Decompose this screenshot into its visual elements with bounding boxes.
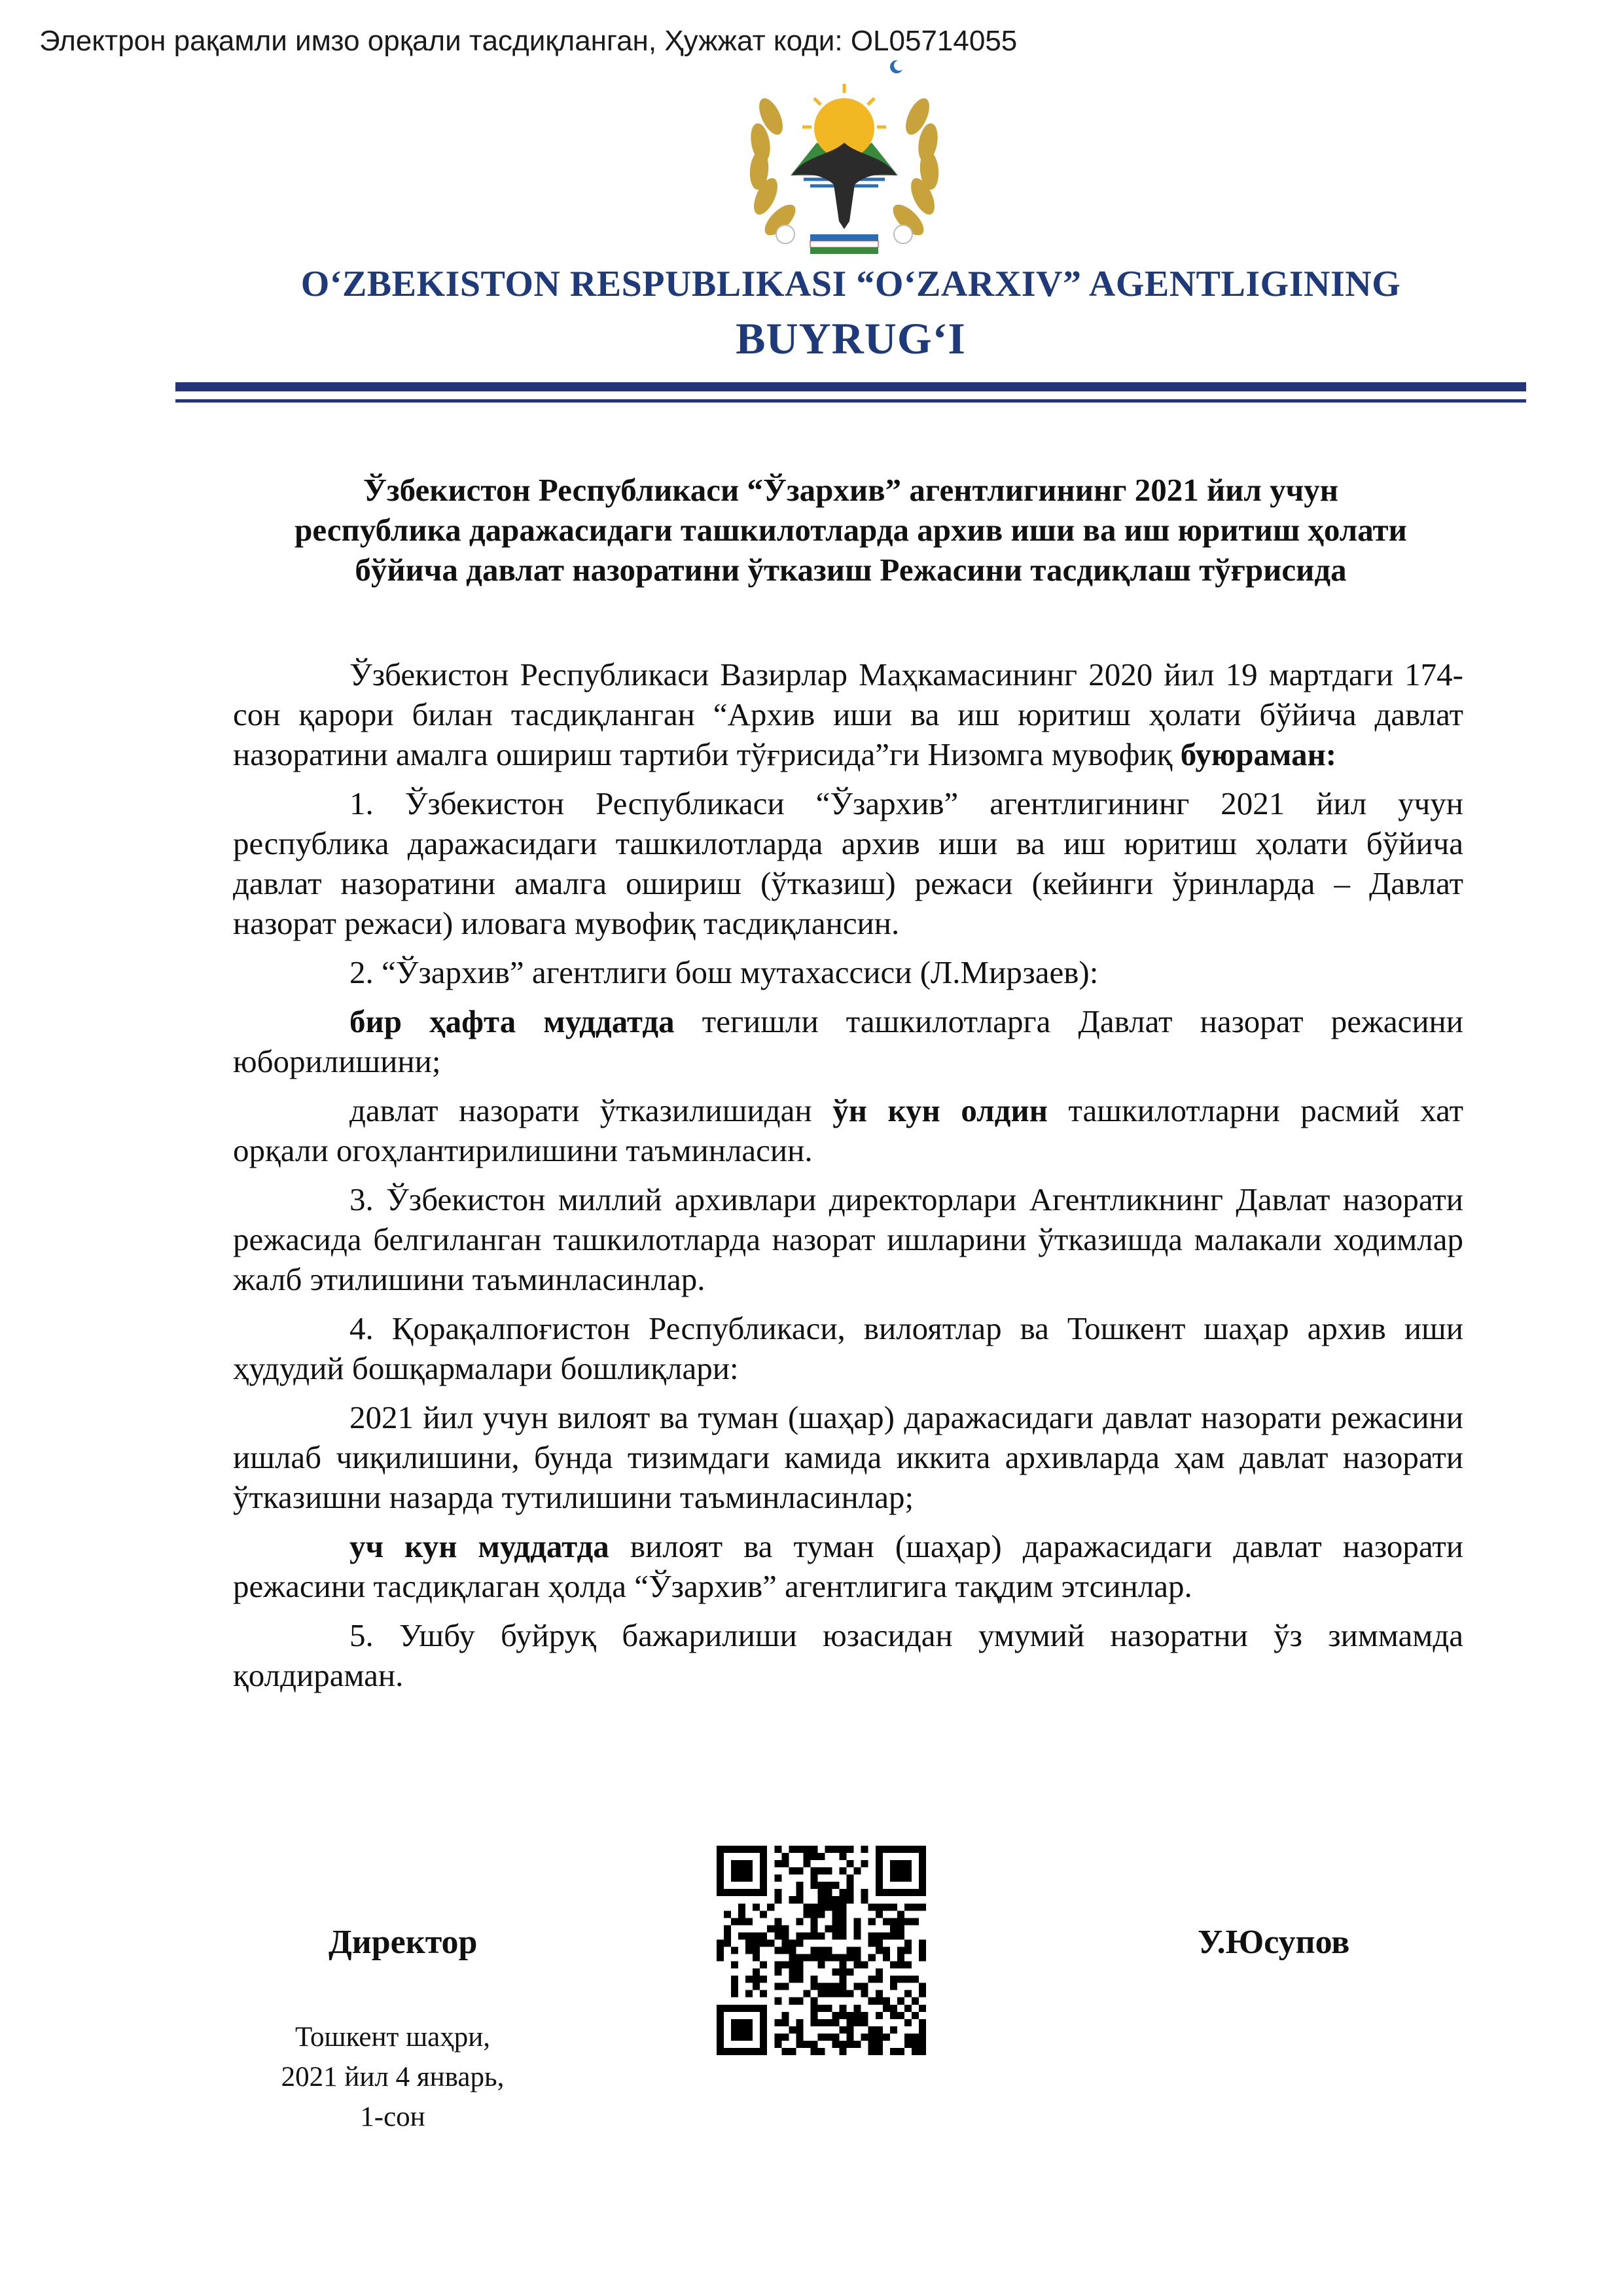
order-item-2a <box>233 1001 1463 1081</box>
order-item-3: 3. Ўзбекистон миллий архивлари директорлари Агентликнинг Давлат назорати режасида белгиланган ташкилотларда назорат ишларини ўтказишда малакали ходимлар жалб этилишини таъминласинлар. <box>233 1181 1463 1297</box>
order-item-4a: 2021 йил учун вилоят ва туман (шаҳар) даражасидаги давлат назорати режасини ишлаб чиқилишини, бунда тизимдаги камида иккита архивларда ҳам давлат назорати ўтказишни назарда тутилишини таъминласинлар; <box>233 1399 1463 1515</box>
letterhead-rule-thin <box>175 399 1526 403</box>
wheat-wreath-right <box>888 95 940 240</box>
deadline-three-days: уч кун муддатда <box>349 1528 609 1564</box>
deadline-one-week: бир ҳафта муддатда <box>349 1003 675 1039</box>
signatory-position: Директор <box>329 1924 478 1961</box>
qr-code-icon <box>717 1846 926 2055</box>
order-item-4b <box>233 1526 1463 1606</box>
item-2b-start: давлат назорати ўтказилишидан <box>349 1092 833 1128</box>
title-line: бўйича давлат назоратини ўтказиш Режасини тасдиқлаш тўғрисида <box>355 552 1347 588</box>
issue-city: Тошкент шаҳри, <box>294 2022 491 2053</box>
order-item-5: 5. Ушбу буйруқ бажарилиши юзасидан умумий назоратни ўз зиммамда қолдираман. <box>233 1617 1463 1693</box>
title-line: Ўзбекистон Республикаси “Ўзархив” агентлигининг 2021 йил учун <box>363 472 1339 508</box>
issue-date: 2021 йил 4 январь, <box>281 2062 505 2092</box>
preamble-text: Ўзбекистон Республикаси Вазирлар Маҳкамасининг 2020 йил 19 мартдаги 174-сон қарори билан тасдиқланган “Архив иши ва иш юритиш ҳолати бўйича давлат назоратини амалга ошириш тартиби тўғрисида”ги Низомга мувофиқ <box>233 656 1463 772</box>
issue-details <box>223 2017 563 2137</box>
document-title <box>196 470 1505 590</box>
e-signature-note: Электрон рақамли имзо орқали тасдиқланган, Ҳужжат коди: OL05714055 <box>39 25 1018 57</box>
order-item-1: 1. Ўзбекистон Республикаси “Ўзархив” агентлигининг 2021 йил учун республика даражасидаги ташкилотларда архив иши ва иш юритиш ҳолати бўйича давлат назоратини амалга ошириш (ўтказиш) режаси (кейинги ўринларда – Давлат назорат режаси) иловага мувофиқ тасдиқлансин. <box>233 785 1463 941</box>
order-item-2b <box>233 1090 1463 1170</box>
deadline-ten-days: ўн кун олдин <box>832 1092 1048 1128</box>
title-line: республика даражасидаги ташкилотларда архив иши ва иш юритиш ҳолати <box>294 512 1407 548</box>
document-body <box>233 655 1463 1695</box>
item-2a-text: тегишли ташкилотларга Давлат назорат режасини юборилишини; <box>233 1003 1463 1079</box>
issue-number: 1-сон <box>360 2102 425 2132</box>
letterhead-agency-name: O‘ZBEKISTON RESPUBLIKASI “O‘ZARXIV” AGENTLIGINING <box>300 264 1401 304</box>
order-item-2: 2. “Ўзархив” агентлиги бош мутахассиси (Л.Мирзаев): <box>349 954 1099 990</box>
flag-ribbon <box>810 234 878 241</box>
coat-of-arms-emblem <box>732 45 957 270</box>
order-word: буюраман: <box>1180 736 1337 772</box>
letterhead-document-type: BUYRUG‘I <box>736 314 966 363</box>
item-2b-text: ташкилотларни расмий хат орқали огоҳлантирилишини таъминласин. <box>233 1092 1463 1168</box>
wheat-wreath-left <box>748 95 800 240</box>
preamble-paragraph <box>233 655 1463 774</box>
letterhead-rule-thick <box>175 382 1526 391</box>
item-4b-text: вилоят ва туман (шаҳар) даражасидаги давлат назорати режасини тасдиқлаган ҳолда “Ўзархив” агентлигига тақдим этсинлар. <box>233 1528 1463 1604</box>
order-item-4: 4. Қорақалпоғистон Республикаси, вилоятлар ва Тошкент шаҳар архив иши ҳудудий бошқармалари бошлиқлари: <box>233 1310 1463 1386</box>
signatory-name: У.Юсупов <box>1198 1924 1350 1961</box>
